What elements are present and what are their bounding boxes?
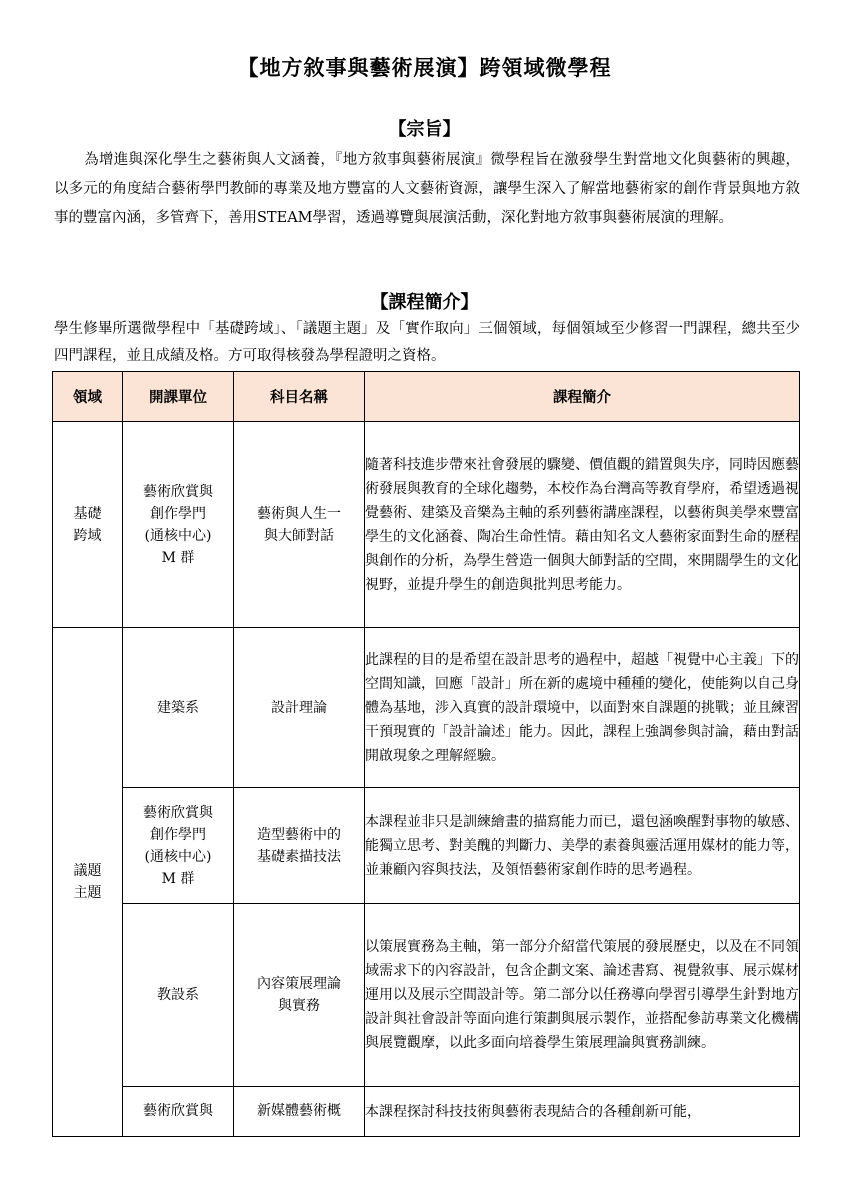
purpose-paragraph xyxy=(54,146,800,233)
purpose-text: 為增進與深化學生之藝術與人文涵養，『地方敘事與藝術展演』微學程旨在激發學生對當地文化與藝術的興趣，以多元的角度結合藝術學門教師的專業及地方豐富的人文藝術資源，讓學生深入了解當地藝術家的創作背景與地方敘事的豐富內涵，多管齊下，善用STEAM學習，透過導覽與展演活動，深化對地方敘事與藝術展演的理解。 xyxy=(54,152,800,226)
description-cell: 隨著科技進步帶來社會發展的驟變、價值觀的錯置與失序，同時因應藝術發展與教育的全球化趨勢，本校作為台灣高等教育學府，希望透過視覺藝術、建築及音樂為主軸的系列藝術講座課程，以藝術與美學來豐富學生的文化涵養、陶冶生命性情。藉由知名文人藝術家面對生命的歷程與創作的分析，為學生營造一個與大師對話的空間，來開闊學生的文化視野，並提升學生的創造與批判思考能力。 xyxy=(365,422,800,628)
subject-cell xyxy=(234,1087,365,1137)
description-cell: 本課程並非只是訓練繪畫的描寫能力而已，還包涵喚醒對事物的敏感、能獨立思考、對美醜的判斷力、美學的素養與靈活運用媒材的能力等，並兼顧內容與技法，及領悟藝術家創作時的思考過程。 xyxy=(365,788,800,904)
table-row xyxy=(53,788,800,904)
description-cell: 此課程的目的是希望在設計思考的過程中，超越「視覺中心主義」下的空間知識，回應「設計」所在新的處境中種種的變化，使能夠以自己身體為基地，涉入真實的設計環境中，以面對來自課題的挑戰；並且練習干預現實的「設計論述」能力。因此，課程上強調參與討論，藉由對話開啟現象之理解經驗。 xyxy=(365,628,800,788)
domain-line: 主題 xyxy=(73,885,102,901)
subject-line: 新媒體藝術概 xyxy=(257,1103,341,1119)
unit-line: 創作學門 xyxy=(150,826,206,843)
unit-line: 藝術欣賞與 xyxy=(143,483,213,500)
subject-cell xyxy=(234,904,365,1087)
description-cell: 以策展實務為主軸，第一部分介紹當代策展的發展歷史，以及在不同領域需求下的內容設計，包含企劃文案、論述書寫、視覺敘事、展示媒材運用以及展示空間設計等。第二部分以任務導向學習引導學生針對地方設計與社會設計等面向進行策劃與展示製作，並搭配參訪專業文化機構與展覽觀摩，以此多面向培養學生策展理論與實務訓練。 xyxy=(365,904,800,1087)
domain-line: 議題 xyxy=(73,863,102,879)
purpose-heading: 【宗旨】 xyxy=(388,119,461,140)
header-description: 課程簡介 xyxy=(365,372,800,422)
document-title: 【地方敘事與藝術展演】跨領域微學程 xyxy=(237,55,612,80)
course-intro-paragraph: 學生修畢所選微學程中「基礎跨域」、「議題主題」及「實作取向」三個領域，每個領域至少修習一門課程，總共至少四門課程，並且成績及格。方可取得核發為學程證明之資格。 xyxy=(54,321,800,364)
table-row xyxy=(53,628,800,788)
course-table xyxy=(52,371,800,1137)
header-subject: 科目名稱 xyxy=(234,372,365,422)
unit-line: 建築系 xyxy=(157,699,199,716)
header-unit: 開課單位 xyxy=(123,372,234,422)
unit-line: 教設系 xyxy=(157,987,199,1003)
subject-line: 與大師對話 xyxy=(264,527,334,544)
domain-line: 跨域 xyxy=(73,527,102,544)
subject-line: 藝術與人生一 xyxy=(257,505,341,522)
domain-cell xyxy=(53,422,123,628)
table-row xyxy=(53,1087,800,1137)
table-row xyxy=(53,904,800,1087)
domain-cell xyxy=(53,628,123,1137)
unit-cell xyxy=(123,788,234,904)
unit-cell xyxy=(123,1087,234,1137)
subject-line: 造型藝術中的 xyxy=(257,826,341,843)
subject-cell xyxy=(234,628,365,788)
unit-cell xyxy=(123,422,234,628)
unit-line: 藝術欣賞與 xyxy=(143,804,213,821)
header-domain: 領域 xyxy=(53,372,123,422)
table-row xyxy=(53,422,800,628)
unit-cell xyxy=(123,628,234,788)
description-cell: 本課程探討科技技術與藝術表現結合的各種創新可能， xyxy=(365,1087,800,1137)
unit-line: (通核中心) xyxy=(144,848,212,865)
subject-line: 設計理論 xyxy=(271,699,327,716)
table-header-row xyxy=(53,372,800,422)
subject-line: 與實務 xyxy=(278,998,320,1014)
unit-cell xyxy=(123,904,234,1087)
subject-line: 基礎素描技法 xyxy=(257,848,341,865)
course-intro-heading: 【課程簡介】 xyxy=(370,292,479,313)
domain-line: 基礎 xyxy=(73,505,102,522)
subject-cell xyxy=(234,422,365,628)
unit-line: M 群 xyxy=(161,549,195,566)
subject-line: 內容策展理論 xyxy=(257,976,341,992)
subject-cell xyxy=(234,788,365,904)
unit-line: 藝術欣賞與 xyxy=(143,1103,213,1119)
unit-line: M 群 xyxy=(161,870,195,887)
unit-line: (通核中心) xyxy=(144,527,212,544)
unit-line: 創作學門 xyxy=(150,505,206,522)
